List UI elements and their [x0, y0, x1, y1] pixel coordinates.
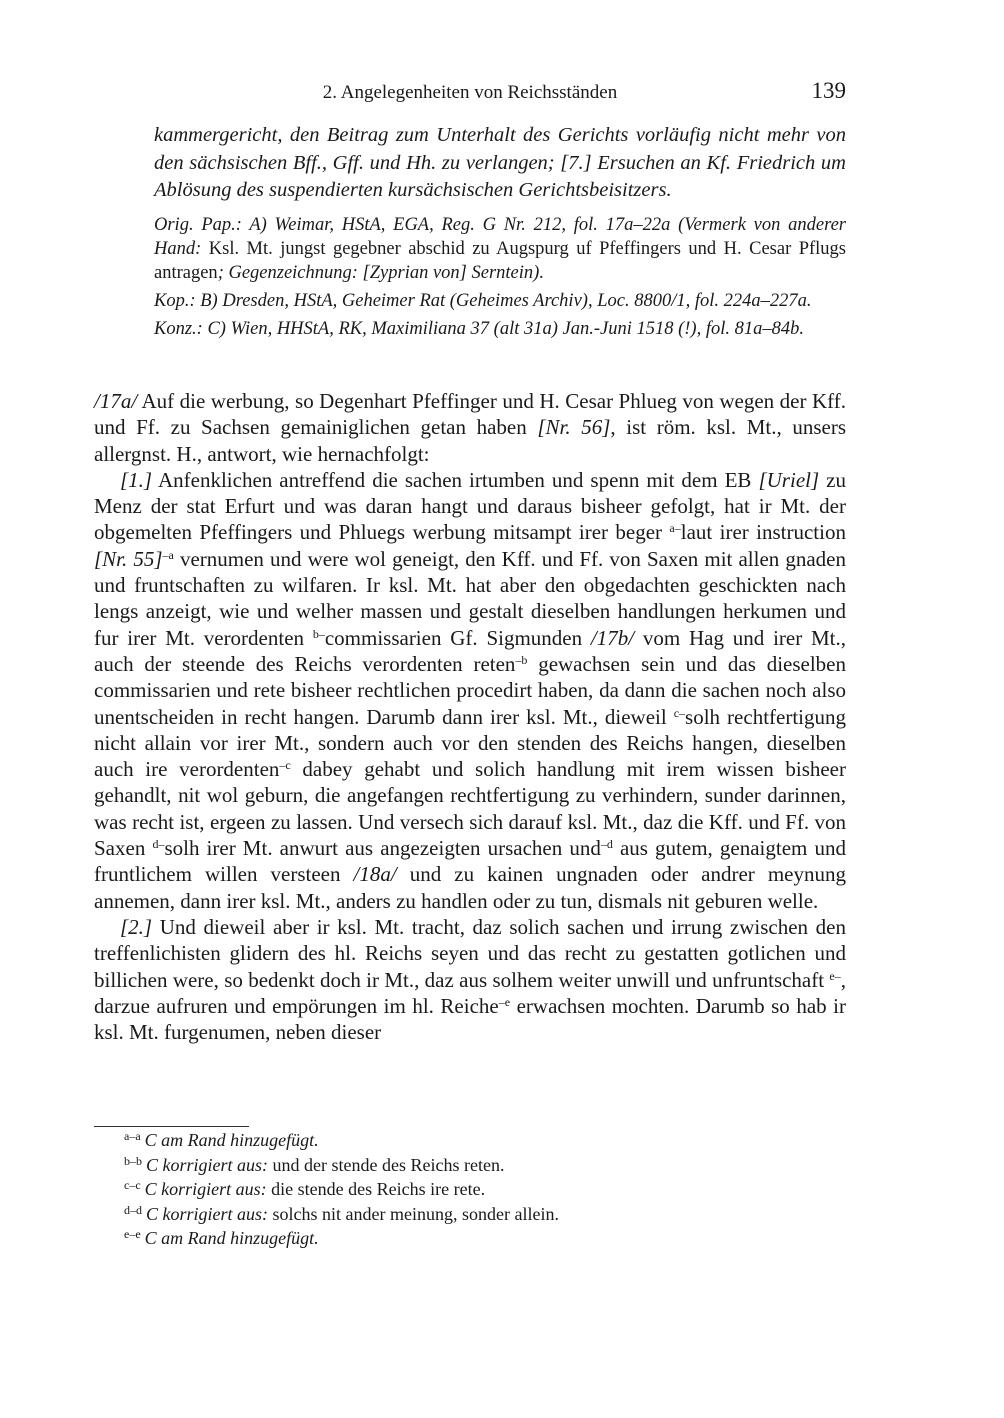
footnote-marker-c-close: –c: [279, 758, 291, 773]
footnote-mark: b–b: [124, 1153, 142, 1168]
text-run: , ist röm. ksl. Mt., unsers allergnst. H., antwort, wie hernachfolgt:: [94, 415, 847, 466]
footnote-italic: C korrigiert aus:: [144, 1179, 267, 1199]
text-run: solh irer Mt. anwurt aus angezeigten ursachen und: [164, 836, 601, 861]
source-draft: Konz.: C) Wien, HHStA, RK, Maximiliana 37 (alt 31a) Jan.-Juni 1518 (!), fol. 81a–84b.: [154, 318, 804, 339]
footnote: [124, 1202, 846, 1227]
footnote-marker-e-open: e–: [829, 968, 841, 983]
text-run: Anfenklichen antreffend die sachen irtumben und spenn mit dem EB: [152, 467, 759, 492]
folio-marker: /17b/: [590, 625, 635, 650]
paragraph-1: [94, 467, 846, 914]
editorial-insertion: [Uriel]: [758, 467, 820, 492]
cross-reference: [Nr. 56]: [537, 415, 611, 440]
source-copy: Kop.: B) Dresden, HStA, Geheimer Rat (Geheimes Archiv), Loc. 8800/1, fol. 224a–227a.: [154, 290, 812, 311]
text-run: erwachsen mochten. Darumb so hab ir ksl. Mt. furgenumen, neben dieser: [94, 993, 846, 1045]
text-run: dabey gehabt und solich handlung mit irem wissen bisheer gehandlt, nit wol geburn, die angefangen rechtfertigung zu verhindern, sunder darinnen, was recht ist, ergeen zu lassen. Und versech sich darauf ksl. Mt., daz die Kff. und Ff. von Saxen: [94, 757, 846, 861]
footnote-marker-a-close: –a: [162, 547, 174, 562]
footnote-italic: C korrigiert aus:: [146, 1203, 269, 1224]
paragraph-intro: [94, 388, 846, 467]
footnote-mark: d–d: [124, 1202, 142, 1217]
text-run: , darzue aufruren und empörungen im hl. Reiche: [94, 967, 846, 1018]
document-regest: [154, 122, 846, 345]
text-run: solh rechtfertigung nicht allain vor irer Mt., sondern auch vor den stenden des Reichs hangen, dieselben auch ire verordenten: [94, 704, 847, 782]
footnote-marker-b-open: b–: [312, 626, 325, 641]
footnote-text: die stende des Reichs ire rete.: [266, 1179, 486, 1199]
footnote-divider: [94, 1126, 249, 1127]
footnote-italic: C am Rand hinzugefügt.: [144, 1130, 319, 1150]
footnote-marker-a-open: a–: [669, 521, 681, 536]
text-run: vom Hag und irer Mt., auch der steende des Reichs verordenten reten: [94, 625, 847, 676]
section-number: [1.]: [120, 467, 153, 492]
footnote-marker-b-close: –b: [515, 652, 528, 667]
text-run: und zu kainen ungnaden oder andrer meynung annemen, dann irer ksl. Mt., anders zu handlen oder zu tun, dismals nit geburen welle.: [94, 862, 846, 913]
text-run: commissarien Gf. Sigmunden: [324, 625, 591, 650]
text-run: Und dieweil aber ir ksl. Mt. tracht, daz solich sachen und irrung zwischen den treffenlichisten glidern des hl. Reichs seyen und das recht zu gestatten gotlichen und billichen were, so bedenkt doch ir Mt., daz aus solhem weiter unwill und unfruntschaft: [94, 914, 846, 992]
footnote-text: und der stende des Reichs reten.: [268, 1154, 505, 1175]
footnote-italic: C korrigiert aus:: [146, 1154, 269, 1175]
text-run: aus gutem, genaigtem und fruntlichem willen versteen: [94, 836, 846, 887]
cross-reference: [Nr. 55]: [94, 546, 163, 571]
footnote: [124, 1177, 846, 1202]
footnote-marker-d-open: d–: [152, 837, 165, 852]
text-run: gewachsen sein und das dieselben commissarien und rete bisheer rechtlichen procedirt haben, da dann die sachen noch also unentscheiden in recht hangen. Darumb dann irer ksl. Mt., dieweil: [94, 651, 846, 729]
footnote-marker-d-close: –d: [600, 837, 613, 852]
footnote-mark: e–e: [124, 1227, 141, 1241]
page-number: 139: [811, 78, 846, 103]
footnote-marker-e-close: –e: [498, 994, 511, 1009]
footnote-marker-c-open: c–: [673, 705, 686, 720]
text-run: vernumen und were wol geneigt, den Kff. und Ff. von Saxen mit allen gnaden und fruntschaften zu wilfaren. Ir ksl. Mt. hat aber den obgedachten geschickten nach lengs anzeigt, wie und welher massen und gestalt dieselben handlungen herkumen und fur irer Mt. verordenten: [94, 546, 847, 650]
text-run: laut irer instruction: [680, 520, 846, 545]
paragraph-2: [94, 914, 846, 1045]
footnotes: [124, 1128, 846, 1251]
running-head: [94, 78, 846, 108]
regest-summary: kammergericht, den Beitrag zum Unterhalt des Gerichts vorläufig nicht mehr von den sächsischen Bff., Gff. und Hh. zu verlangen; [7.] Ersuchen an Kf. Friedrich um Ablösung des suspendierten kursächsischen Gerichtsbeisitzers.: [154, 124, 846, 201]
folio-marker: /18a/: [353, 862, 397, 887]
footnote: [124, 1226, 846, 1251]
text-run: Auf die werbung, so Degenhart Pfeffinger und H. Cesar Phlueg von wegen der Kff. und Ff. zu Sachsen gemainiglichen getan haben: [94, 389, 846, 440]
running-title: 2. Angelegenheiten von Reichsständen: [322, 82, 618, 103]
footnote-text: solchs nit ander meinung, sonder allein.: [268, 1203, 559, 1224]
footnote: [124, 1128, 846, 1153]
folio-marker: /17a/: [94, 389, 138, 413]
footnote-mark: c–c: [124, 1178, 141, 1192]
footnote-mark: a–a: [124, 1129, 141, 1143]
source-original: [154, 213, 846, 285]
source-original-note: Ksl. Mt. jungst gegebner abschid zu Augspurg uf Pfeffingers und H. Cesar Pflugs antragen: [154, 238, 846, 283]
main-text: [94, 388, 846, 1045]
footnote-italic: C am Rand hinzugefügt.: [144, 1228, 319, 1248]
source-original-label: Orig. Pap.: A) Weimar, HStA, EGA, Reg. G Nr. 212, fol. 17a–22a (Vermerk von anderer Hand:: [154, 214, 846, 259]
section-number: [2.]: [120, 914, 153, 939]
source-countersign: ; Gegenzeichnung: [Zyprian von] Serntein).: [217, 262, 544, 283]
footnote: [124, 1153, 846, 1178]
text-run: zu Menz der stat Erfurt und was daran hangt und daraus bisheer gefolgt, hat ir Mt. der obgemelten Pfeffingers und Phluegs werbung mitsampt irer beger: [94, 467, 846, 545]
